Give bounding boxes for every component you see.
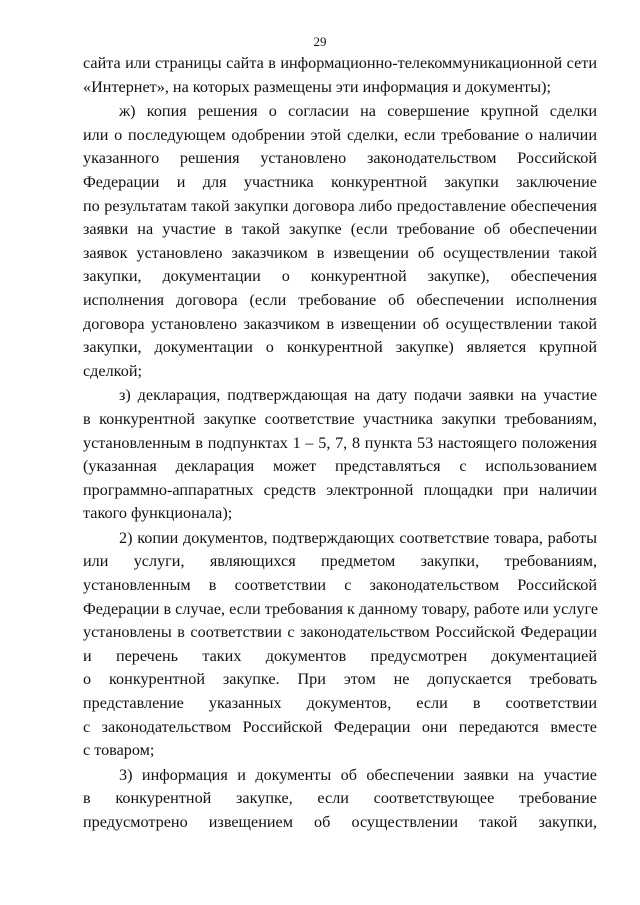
paragraph-item-2 — [83, 527, 597, 763]
text-line: по результатам такой закупки договора либо предоставление обеспечения — [83, 196, 597, 215]
text-line: сделкой; — [83, 361, 142, 380]
text-line: ж) копия решения о согласии на совершение крупной сделки — [119, 102, 597, 121]
text-line: или о последующем одобрении этой сделки, если требование о наличии — [83, 125, 597, 144]
text-line: с товаром; — [83, 741, 155, 760]
text-line: договора установлено заказчиком в извещении об осуществлении такой — [83, 314, 597, 333]
text-line: Федерации и для участника конкурентной закупки заключение — [83, 172, 597, 191]
text-line: закупки, документации о конкурентной закупке) является крупной — [83, 338, 597, 357]
paragraph-continuation — [83, 52, 597, 99]
text-line: установленным в соответствии с законодательством Российской — [83, 576, 597, 595]
text-line: (указанная декларация может представляться с использованием — [83, 457, 597, 476]
paragraph-item-z — [83, 384, 597, 526]
text-line: и перечень таких документов предусмотрен документацией — [83, 646, 597, 665]
text-line: программно-аппаратных средств электронной площадки при наличии — [83, 480, 597, 499]
page-number: 29 — [313, 34, 327, 49]
text-line: с законодательством Российской Федерации они передаются вместе — [83, 717, 597, 736]
document-body — [83, 52, 597, 835]
paragraph-item-3 — [83, 764, 597, 835]
text-line: в конкурентной закупке соответствие участника закупки требованиям, — [83, 409, 597, 428]
text-line: такого функционала); — [83, 504, 233, 523]
text-line: сайта или страницы сайта в информационно-телекоммуникационной сети — [83, 54, 597, 72]
text-line: «Интернет», на которых размещены эти информация и документы); — [83, 77, 552, 96]
paragraph-item-zh — [83, 100, 597, 383]
text-line: предусмотрено извещением об осуществлении такой закупки, — [83, 813, 597, 831]
text-line: исполнения договора (если требование об обеспечении исполнения — [83, 290, 597, 309]
text-line: заявки на участие в такой закупке (если требование об обеспечении — [83, 220, 597, 239]
text-line: 2) копии документов, подтверждающих соответствие товара, работы — [119, 528, 597, 547]
text-line: указанного решения установлено законодательством Российской — [83, 149, 597, 168]
text-line: заявок установлено заказчиком в извещении об осуществлении такой — [83, 243, 597, 262]
text-line: установлены в соответствии с законодательством Российской Федерации — [83, 623, 597, 642]
text-line: закупки, документации о конкурентной закупке), обеспечения — [83, 267, 597, 286]
text-line: 3) информация и документы об обеспечении заявки на участие — [119, 765, 597, 784]
text-line: в конкурентной закупке, если соответствующее требование — [83, 789, 597, 808]
text-line: установленным в подпунктах 1 – 5, 7, 8 пункта 53 настоящего положения — [83, 433, 597, 452]
text-line: з) декларация, подтверждающая на дату подачи заявки на участие — [119, 386, 597, 405]
text-line: Федерации в случае, если требования к данному товару, работе или услуге — [83, 599, 599, 618]
text-line: или услуги, являющихся предметом закупки, требованиям, — [83, 552, 597, 571]
text-line: о конкурентной закупке. При этом не допускается требовать — [83, 670, 597, 689]
text-line: представление указанных документов, если в соответствии — [83, 694, 597, 713]
